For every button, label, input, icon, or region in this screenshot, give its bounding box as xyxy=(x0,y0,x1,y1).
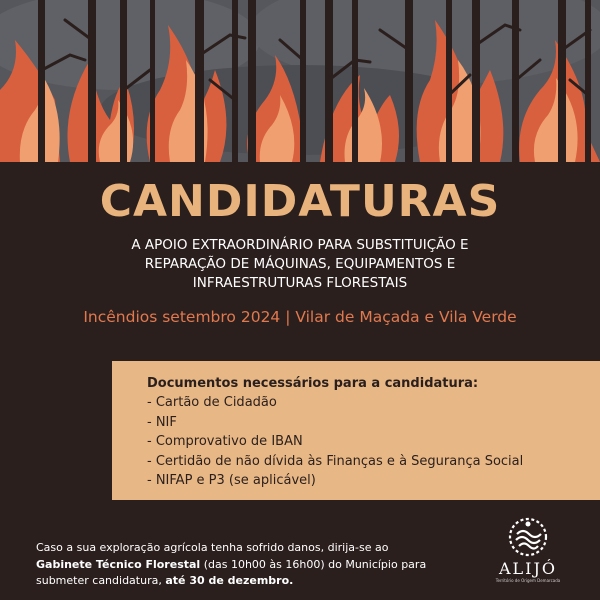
alijo-logo xyxy=(488,514,568,600)
poster-title: CANDIDATURAS xyxy=(99,176,501,227)
document-item: - NIFAP e P3 (se aplicável) xyxy=(147,471,600,491)
subtitle-line: INFRAESTRUTURAS FLORESTAIS xyxy=(192,275,408,291)
document-item: - NIF xyxy=(147,413,600,433)
logo-mark-icon xyxy=(505,514,551,560)
documents-box xyxy=(112,361,600,500)
office-name: Gabinete Técnico Florestal xyxy=(36,557,201,571)
document-item: - Cartão de Cidadão xyxy=(147,393,600,413)
subtitle-line: REPARAÇÃO DE MÁQUINAS, EQUIPAMENTOS E xyxy=(144,256,456,272)
documents-list xyxy=(147,393,600,491)
forest-fire-graphic xyxy=(0,0,600,162)
event-line: Incêndios setembro 2024 | Vilar de Maçada e Vila Verde xyxy=(83,308,517,326)
forest-fire-illustration xyxy=(0,0,600,162)
documents-heading: Documentos necessários para a candidatura: xyxy=(147,376,479,391)
footer-instructions xyxy=(36,540,436,590)
deadline: até 30 de dezembro. xyxy=(165,574,294,587)
document-item: - Certidão de não dívida às Finanças e à Segurança Social xyxy=(147,452,600,472)
footer-text-part2: (das 10h00 às 16h00) do Município para submeter candidatura, xyxy=(36,557,427,587)
footer-text-part1: Caso a sua exploração agrícola tenha sofrido danos, dirija-se ao xyxy=(36,541,389,554)
subtitle-line: A APOIO EXTRAORDINÁRIO PARA SUBSTITUIÇÃO E xyxy=(131,237,469,253)
document-item: - Comprovativo de IBAN xyxy=(147,432,600,452)
logo-name: ALIJÓ xyxy=(498,559,558,578)
poster-subtitle xyxy=(100,236,500,293)
logo-tagline: Território de Origem Demarcada xyxy=(495,578,561,583)
